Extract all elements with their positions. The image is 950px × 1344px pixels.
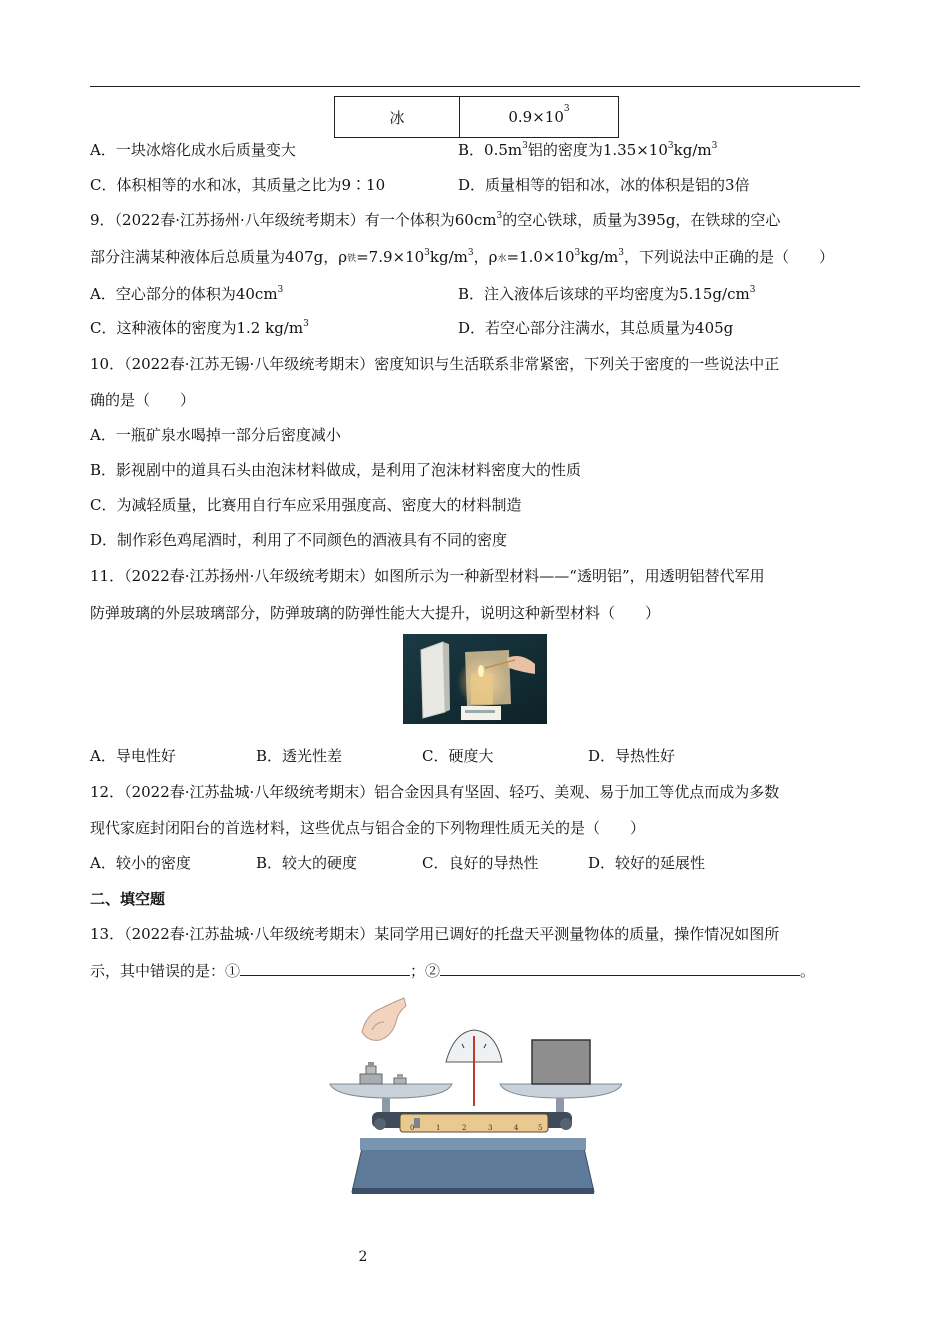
transparent-aluminum-photo — [403, 634, 547, 724]
page-number: 2 — [358, 1249, 368, 1265]
q13-stem-line1: 13．（2022春·江苏盐城·八年级统考期末）某同学用已调好的托盘天平测量物体的质量，操作情况如图所 — [90, 925, 780, 943]
svg-text:2: 2 — [462, 1124, 467, 1132]
q9-stem-line2: 部分注满某种液体后总质量为407g，$\rho_铁=7.9\times 10^3kg/m^3$，$\rho_水=1.0\times 10^3kg/m^3$，下列说法中正确的是（ ） — [90, 248, 834, 266]
q10-option-c: C．为减轻质量，比赛用自行车应采用强度高、密度大的材料制造 — [90, 496, 522, 514]
section-heading: 二、填空题 — [90, 890, 166, 908]
table-cell-label: 冰 — [335, 97, 460, 138]
q12-option-c: C．良好的导热性 — [422, 854, 539, 872]
q12-stem-line2: 现代家庭封闭阳台的首选材料，这些优点与铝合金的下列物理性质无关的是（ ） — [90, 819, 646, 837]
table-cell-value: $0.9\times 10^3$ — [460, 97, 619, 138]
q12-option-d: D．较好的延展性 — [588, 854, 706, 872]
q11-option-d: D．导热性好 — [588, 747, 676, 765]
header-rule — [90, 86, 860, 87]
q8-option-b: B．$0.5m^3$铝的密度为$1.35\times 10^3kg/m^3$ — [458, 141, 718, 159]
q11-stem-line2: 防弹玻璃的外层玻璃部分，防弹玻璃的防弹性能大大提升，说明这种新型材料（ ） — [90, 604, 661, 622]
q9-option-a: A．空心部分的体积为$40cm^3$ — [90, 285, 284, 303]
svg-text:0: 0 — [410, 1124, 415, 1132]
q13-stem-line2: 示，其中错误的是：① ；② 。 — [90, 962, 816, 980]
q8-option-c: C．体积相等的水和冰，其质量之比为9∶10 — [90, 176, 386, 194]
q9-option-b: B．注入液体后该球的平均密度为$5.15g/cm^3$ — [458, 285, 756, 303]
q11-option-c: C．硬度大 — [422, 747, 494, 765]
balance-scale-illustration — [322, 992, 622, 1198]
q11-option-b: B．透光性差 — [256, 747, 343, 765]
q11-option-a: A．导电性好 — [90, 747, 176, 765]
q10-stem-line2: 确的是（ ） — [90, 391, 196, 409]
q12-option-a: A．较小的密度 — [90, 854, 191, 872]
svg-text:5: 5 — [538, 1124, 543, 1132]
table-row — [335, 97, 619, 138]
q12-stem-line1: 12．（2022春·江苏盐城·八年级统考期末）铝合金因具有坚固、轻巧、美观、易于加工等优点而成为多数 — [90, 783, 780, 801]
q10-option-a: A．一瓶矿泉水喝掉一部分后密度减小 — [90, 426, 341, 444]
svg-text:1: 1 — [436, 1124, 441, 1132]
q8-option-d: D．质量相等的铝和冰，冰的体积是铝的3倍 — [458, 176, 750, 194]
q10-stem-line1: 10．（2022春·江苏无锡·八年级统考期末）密度知识与生活联系非常紧密，下列关于密度的一些说法中正 — [90, 355, 780, 373]
q9-option-c: C．这种液体的密度为1.2 $kg/m^3$ — [90, 319, 309, 337]
q8-option-a: A．一块冰熔化成水后质量变大 — [90, 141, 296, 159]
svg-text:3: 3 — [488, 1124, 493, 1132]
q9-option-d: D．若空心部分注满水，其总质量为405g — [458, 319, 734, 337]
answer-blank-2[interactable] — [440, 961, 800, 976]
q10-option-b: B．影视剧中的道具石头由泡沫材料做成，是利用了泡沫材料密度大的性质 — [90, 461, 582, 479]
svg-text:4: 4 — [514, 1124, 519, 1132]
density-table — [334, 96, 619, 138]
q10-option-d: D．制作彩色鸡尾酒时，利用了不同颜色的酒液具有不同的密度 — [90, 531, 508, 549]
q9-stem-line1: 9．（2022春·江苏扬州·八年级统考期末）有一个体积为$60cm^3$的空心铁球，质量为395g，在铁球的空心 — [90, 211, 781, 229]
q12-option-b: B．较大的硬度 — [256, 854, 358, 872]
q11-stem-line1: 11．（2022春·江苏扬州·八年级统考期末）如图所示为一种新型材料——“透明铝”，用透明铝替代军用 — [90, 567, 765, 585]
answer-blank-1[interactable] — [240, 961, 410, 976]
